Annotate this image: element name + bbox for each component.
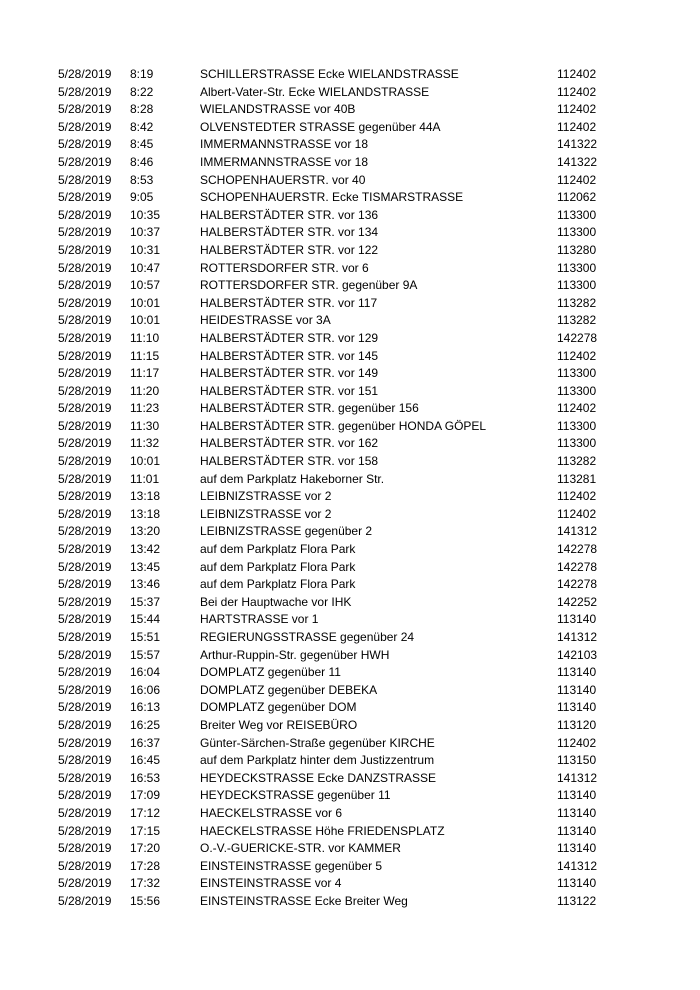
cell-date: 5/28/2019 [58,313,112,328]
cell-time: 15:57 [130,647,161,662]
table-row [58,435,620,453]
cell-time: 11:23 [130,401,160,416]
cell-time: 8:28 [130,102,154,117]
table-row [58,101,620,119]
cell-code: 142278 [557,330,598,345]
cell-code: 113120 [557,717,597,732]
cell-date: 5/28/2019 [58,436,112,451]
cell-date: 5/28/2019 [58,682,112,697]
cell-time: 8:46 [130,154,154,169]
cell-date: 5/28/2019 [58,225,112,240]
cell-time: 13:18 [130,506,161,521]
cell-code: 113281 [557,471,597,486]
cell-date: 5/28/2019 [58,84,112,99]
cell-code: 113300 [557,436,597,451]
cell-date: 5/28/2019 [58,700,112,715]
cell-date: 5/28/2019 [58,383,112,398]
cell-location: DOMPLATZ gegenüber 11 [200,665,341,680]
table-row [58,506,620,524]
cell-time: 8:42 [130,119,154,134]
cell-location: IMMERMANNSTRASSE vor 18 [200,154,369,169]
table-row [58,136,620,154]
cell-time: 15:37 [130,594,161,609]
cell-code: 112402 [557,735,597,750]
table-row [58,699,620,717]
cell-date: 5/28/2019 [58,893,112,908]
cell-location: HALBERSTÄDTER STR. vor 162 [200,436,379,451]
cell-location: HAECKELSTRASSE vor 6 [200,805,343,820]
cell-code: 112402 [557,119,597,134]
cell-date: 5/28/2019 [58,506,112,521]
cell-date: 5/28/2019 [58,805,112,820]
cell-time: 16:13 [130,700,161,715]
cell-time: 11:10 [130,330,160,345]
cell-time: 10:57 [130,278,161,293]
table-row [58,717,620,735]
table-row [58,682,620,700]
cell-date: 5/28/2019 [58,454,112,469]
cell-code: 113150 [557,753,597,768]
table-row [58,664,620,682]
cell-location: LEIBNIZSTRASSE gegenüber 2 [200,524,373,539]
cell-time: 17:20 [130,841,161,856]
cell-date: 5/28/2019 [58,612,112,627]
cell-date: 5/28/2019 [58,594,112,609]
cell-location: OLVENSTEDTER STRASSE gegenüber 44A [200,119,441,134]
table-row [58,576,620,594]
cell-time: 15:51 [130,630,161,644]
cell-date: 5/28/2019 [58,841,112,856]
cell-location: WIELANDSTRASSE vor 40B [200,102,356,117]
cell-code: 141312 [557,770,598,785]
cell-time: 8:53 [130,172,154,187]
cell-location: DOMPLATZ gegenüber DEBEKA [200,682,378,697]
cell-location: Arthur-Ruppin-Str. gegenüber HWH [200,647,390,662]
cell-code: 113300 [557,383,597,398]
cell-date: 5/28/2019 [58,278,112,293]
cell-location: HALBERSTÄDTER STR. vor 129 [200,330,379,345]
cell-time: 10:47 [130,260,161,275]
table-row [58,541,620,559]
table-row [58,207,620,225]
cell-location: IMMERMANNSTRASSE vor 18 [200,137,369,152]
table-row [58,84,620,102]
cell-date: 5/28/2019 [58,366,112,381]
table-row [58,629,620,647]
cell-date: 5/28/2019 [58,823,112,838]
cell-code: 113300 [557,225,597,240]
cell-code: 142103 [557,647,598,662]
cell-code: 112402 [557,348,597,363]
cell-code: 141312 [557,858,598,873]
cell-date: 5/28/2019 [58,260,112,275]
table-row [58,488,620,506]
cell-location: Breiter Weg vor REISEBÜRO [200,717,358,732]
cell-time: 10:01 [130,313,161,328]
cell-date: 5/28/2019 [58,577,112,592]
cell-time: 11:15 [130,348,160,363]
table-row [58,471,620,489]
cell-code: 113122 [557,893,597,908]
cell-code: 113300 [557,260,597,275]
table-row [58,189,620,207]
cell-time: 16:25 [130,717,161,732]
cell-location: HALBERSTÄDTER STR. vor 149 [200,366,379,381]
cell-code: 113282 [557,313,597,328]
cell-time: 8:45 [130,137,154,152]
table-row [58,647,620,665]
cell-time: 11:01 [130,471,160,486]
cell-code: 113282 [557,295,597,310]
cell-location: HALBERSTÄDTER STR. vor 134 [200,225,379,240]
cell-location: HALBERSTÄDTER STR. vor 122 [200,242,379,257]
cell-date: 5/28/2019 [58,102,112,117]
cell-date: 5/28/2019 [58,330,112,345]
cell-time: 9:05 [130,190,154,205]
cell-location: LEIBNIZSTRASSE vor 2 [200,489,332,504]
cell-date: 5/28/2019 [58,67,112,81]
table-row [58,875,620,893]
cell-location: SCHOPENHAUERSTR. vor 40 [200,172,366,187]
cell-location: auf dem Parkplatz Flora Park [200,559,356,574]
table-row [58,242,620,260]
cell-time: 17:09 [130,788,161,803]
cell-location: EINSTEINSTRASSE Ecke Breiter Weg [200,893,408,908]
cell-code: 113140 [557,665,597,680]
cell-code: 141312 [557,524,598,539]
cell-code: 113140 [557,612,597,627]
table-row [58,154,620,172]
table-row [58,559,620,577]
cell-date: 5/28/2019 [58,190,112,205]
cell-date: 5/28/2019 [58,172,112,187]
cell-time: 13:46 [130,577,161,592]
cell-date: 5/28/2019 [58,207,112,222]
cell-location: HALBERSTÄDTER STR. vor 158 [200,454,379,469]
cell-code: 142278 [557,577,598,592]
cell-date: 5/28/2019 [58,647,112,662]
cell-location: HEIDESTRASSE vor 3A [200,313,331,328]
table-row [58,840,620,858]
table-row [58,453,620,471]
cell-time: 11:17 [130,366,160,381]
table-row [58,805,620,823]
cell-location: Günter-Särchen-Straße gegenüber KIRCHE [200,735,435,750]
cell-code: 112402 [557,84,597,99]
cell-time: 16:37 [130,735,161,750]
table-row [58,295,620,313]
cell-code: 112402 [557,67,597,81]
table-row [58,365,620,383]
table-row [58,172,620,190]
cell-time: 10:37 [130,225,161,240]
table-row [58,400,620,418]
cell-time: 17:28 [130,858,161,873]
cell-time: 16:06 [130,682,161,697]
cell-date: 5/28/2019 [58,876,112,891]
cell-date: 5/28/2019 [58,242,112,257]
cell-date: 5/28/2019 [58,418,112,433]
cell-time: 17:12 [130,805,161,820]
cell-code: 112062 [557,190,597,205]
cell-date: 5/28/2019 [58,665,112,680]
cell-location: auf dem Parkplatz Flora Park [200,577,356,592]
cell-time: 15:44 [130,612,161,627]
cell-time: 8:19 [130,67,154,81]
cell-time: 16:04 [130,665,161,680]
cell-time: 13:18 [130,489,161,504]
cell-date: 5/28/2019 [58,295,112,310]
cell-code: 142252 [557,594,598,609]
table-row [58,858,620,876]
cell-code: 113140 [557,805,597,820]
cell-code: 113300 [557,278,597,293]
table-row [58,752,620,770]
cell-date: 5/28/2019 [58,717,112,732]
cell-location: EINSTEINSTRASSE vor 4 [200,876,342,891]
cell-time: 13:45 [130,559,161,574]
cell-code: 113140 [557,823,597,838]
cell-code: 113300 [557,207,597,222]
cell-time: 17:15 [130,823,161,838]
cell-time: 11:32 [130,436,160,451]
cell-date: 5/28/2019 [58,471,112,486]
cell-time: 16:53 [130,770,161,785]
cell-time: 11:30 [130,418,160,433]
cell-location: LEIBNIZSTRASSE vor 2 [200,506,332,521]
cell-date: 5/28/2019 [58,630,112,644]
table-row [58,224,620,242]
cell-location: HALBERSTÄDTER STR. gegenüber HONDA GÖPEL [200,418,487,433]
cell-code: 113140 [557,788,597,803]
cell-time: 11:20 [130,383,160,398]
cell-date: 5/28/2019 [58,137,112,152]
cell-location: ROTTERSDORFER STR. vor 6 [200,260,369,275]
cell-location: HAECKELSTRASSE Höhe FRIEDENSPLATZ [200,823,445,838]
cell-code: 112402 [557,401,597,416]
cell-date: 5/28/2019 [58,401,112,416]
cell-location: HALBERSTÄDTER STR. vor 151 [200,383,379,398]
cell-date: 5/28/2019 [58,735,112,750]
table-row [58,594,620,612]
cell-location: auf dem Parkplatz hinter dem Justizzentrum [200,753,435,768]
cell-code: 113140 [557,682,597,697]
cell-time: 17:32 [130,876,161,891]
cell-code: 113300 [557,366,597,381]
cell-time: 13:42 [130,542,161,557]
cell-location: HALBERSTÄDTER STR. vor 145 [200,348,379,363]
cell-code: 112402 [557,489,597,504]
table-row [58,66,620,84]
cell-time: 13:20 [130,524,161,539]
cell-location: HARTSTRASSE vor 1 [200,612,319,627]
cell-location: REGIERUNGSSTRASSE gegenüber 24 [200,630,415,644]
cell-date: 5/28/2019 [58,788,112,803]
cell-time: 16:45 [130,753,161,768]
cell-date: 5/28/2019 [58,154,112,169]
cell-code: 113140 [557,876,597,891]
cell-code: 113282 [557,454,597,469]
table-row [58,312,620,330]
cell-code: 113140 [557,841,597,856]
cell-code: 112402 [557,506,597,521]
cell-date: 5/28/2019 [58,524,112,539]
cell-location: EINSTEINSTRASSE gegenüber 5 [200,858,383,873]
cell-code: 112402 [557,102,597,117]
cell-code: 141322 [557,137,598,152]
records-table [58,66,620,911]
table-row [58,383,620,401]
table-row [58,260,620,278]
cell-code: 112402 [557,172,597,187]
cell-location: auf dem Parkplatz Flora Park [200,542,356,557]
cell-location: HALBERSTÄDTER STR. gegenüber 156 [200,401,419,416]
cell-date: 5/28/2019 [58,770,112,785]
table-row [58,893,620,911]
cell-location: SCHILLERSTRASSE Ecke WIELANDSTRASSE [200,67,459,81]
cell-location: Albert-Vater-Str. Ecke WIELANDSTRASSE [200,84,430,99]
cell-location: ROTTERSDORFER STR. gegenüber 9A [200,278,418,293]
table-row [58,787,620,805]
cell-code: 113280 [557,242,597,257]
cell-location: HALBERSTÄDTER STR. vor 136 [200,207,379,222]
records-table-body [58,66,620,911]
cell-code: 141312 [557,630,598,644]
cell-date: 5/28/2019 [58,753,112,768]
table-row [58,735,620,753]
cell-location: HEYDECKSTRASSE Ecke DANZSTRASSE [200,770,437,785]
cell-time: 10:01 [130,295,161,310]
table-row [58,277,620,295]
cell-time: 10:31 [130,242,161,257]
cell-code: 113300 [557,418,597,433]
cell-time: 15:56 [130,893,161,908]
cell-date: 5/28/2019 [58,348,112,363]
cell-location: HEYDECKSTRASSE gegenüber 11 [200,788,391,803]
table-row [58,523,620,541]
cell-location: auf dem Parkplatz Hakeborner Str. [200,471,385,486]
cell-date: 5/28/2019 [58,542,112,557]
cell-time: 10:35 [130,207,161,222]
cell-date: 5/28/2019 [58,119,112,134]
table-row [58,611,620,629]
cell-date: 5/28/2019 [58,489,112,504]
cell-code: 142278 [557,542,598,557]
table-row [58,823,620,841]
cell-time: 8:22 [130,84,154,99]
cell-location: HALBERSTÄDTER STR. vor 117 [200,295,378,310]
cell-code: 141322 [557,154,598,169]
table-row [58,348,620,366]
cell-time: 10:01 [130,454,161,469]
cell-code: 113140 [557,700,597,715]
cell-location: O.-V.-GUERICKE-STR. vor KAMMER [200,841,401,856]
table-row [58,330,620,348]
cell-location: DOMPLATZ gegenüber DOM [200,700,357,715]
cell-code: 142278 [557,559,598,574]
cell-location: Bei der Hauptwache vor IHK [200,594,352,609]
table-row [58,119,620,137]
cell-date: 5/28/2019 [58,559,112,574]
cell-location: SCHOPENHAUERSTR. Ecke TISMARSTRASSE [200,190,464,205]
table-row [58,418,620,436]
table-row [58,770,620,788]
cell-date: 5/28/2019 [58,858,112,873]
